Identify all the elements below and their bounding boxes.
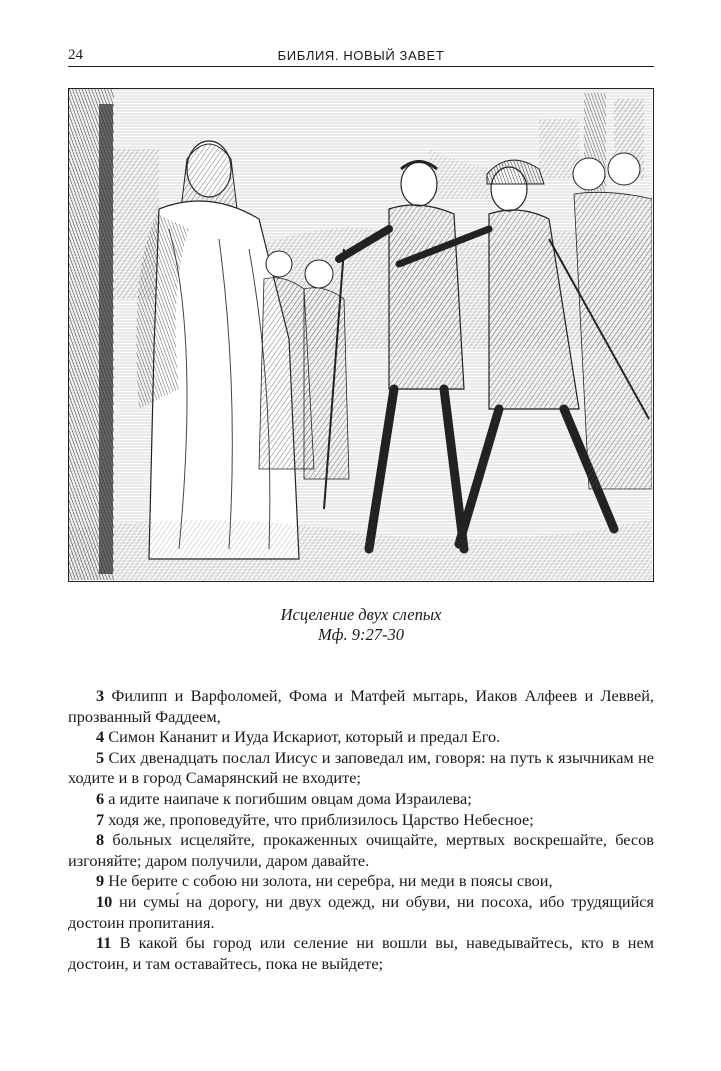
verse [68, 727, 654, 748]
verse-text: Симон Кананит и Иуда Искариот, который и предал Его. [104, 727, 501, 747]
verse-number: 3 [96, 686, 105, 705]
verse-text: ни сумы́ на дорогу, ни двух одежд, ни обуви, ни посоха, ибо трудящийся достоин пропитания. [68, 891, 654, 932]
verse-text: больных исцеляйте, прокаженных очищайте, мертвых воскрешайте, бесов изгоняйте; даром получили, даром давайте. [68, 830, 654, 870]
verse-text: Филипп и Варфоломей, Фома и Матфей мытарь, Иаков Алфеев и Леввей, прозванный Фаддеем, [68, 686, 654, 726]
verse [68, 830, 654, 871]
verse-number: 10 [96, 891, 113, 911]
verse [68, 686, 654, 727]
verse-text: Сих двенадцать послал Иисус и заповедал им, говоря: на путь к язычникам не ходите и в город Самарянский не входите; [68, 747, 654, 788]
verse-number: 6 [96, 788, 105, 808]
verse [68, 810, 654, 831]
verse [68, 871, 654, 892]
verse [68, 933, 654, 974]
verse [68, 748, 654, 789]
verse-text: В какой бы город или селение ни вошли вы, наведывайтесь, кто в нем достоин, и там оставайтесь, пока не выйдете; [68, 933, 654, 973]
verse-number: 4 [96, 727, 105, 747]
verse-text: а идите наипаче к погибшим овцам дома Израилева; [104, 788, 472, 808]
engraving-illustration [68, 88, 654, 582]
verse-text: Не берите с собою ни золота, ни серебра, ни меди в поясы свои, [104, 871, 553, 891]
verse-number: 7 [96, 809, 105, 829]
illustration-caption-title: Исцеление двух слепых [280, 605, 442, 624]
verse [68, 789, 654, 810]
engraving-icon [69, 89, 652, 580]
running-header [68, 44, 654, 67]
verse-number: 11 [96, 933, 112, 953]
verse-number: 8 [96, 830, 105, 850]
page-number: 24 [68, 47, 83, 63]
verse-number: 5 [96, 747, 105, 767]
verse-text: ходя же, проповедуйте, что приблизилось Царство Небесное; [104, 809, 534, 829]
scripture-text [68, 686, 654, 974]
verse-number: 9 [96, 871, 105, 891]
running-title: БИБЛИЯ. НОВЫЙ ЗАВЕТ [277, 48, 445, 63]
verse [68, 892, 654, 933]
illustration-caption-reference: Мф. 9:27-30 [318, 625, 404, 644]
